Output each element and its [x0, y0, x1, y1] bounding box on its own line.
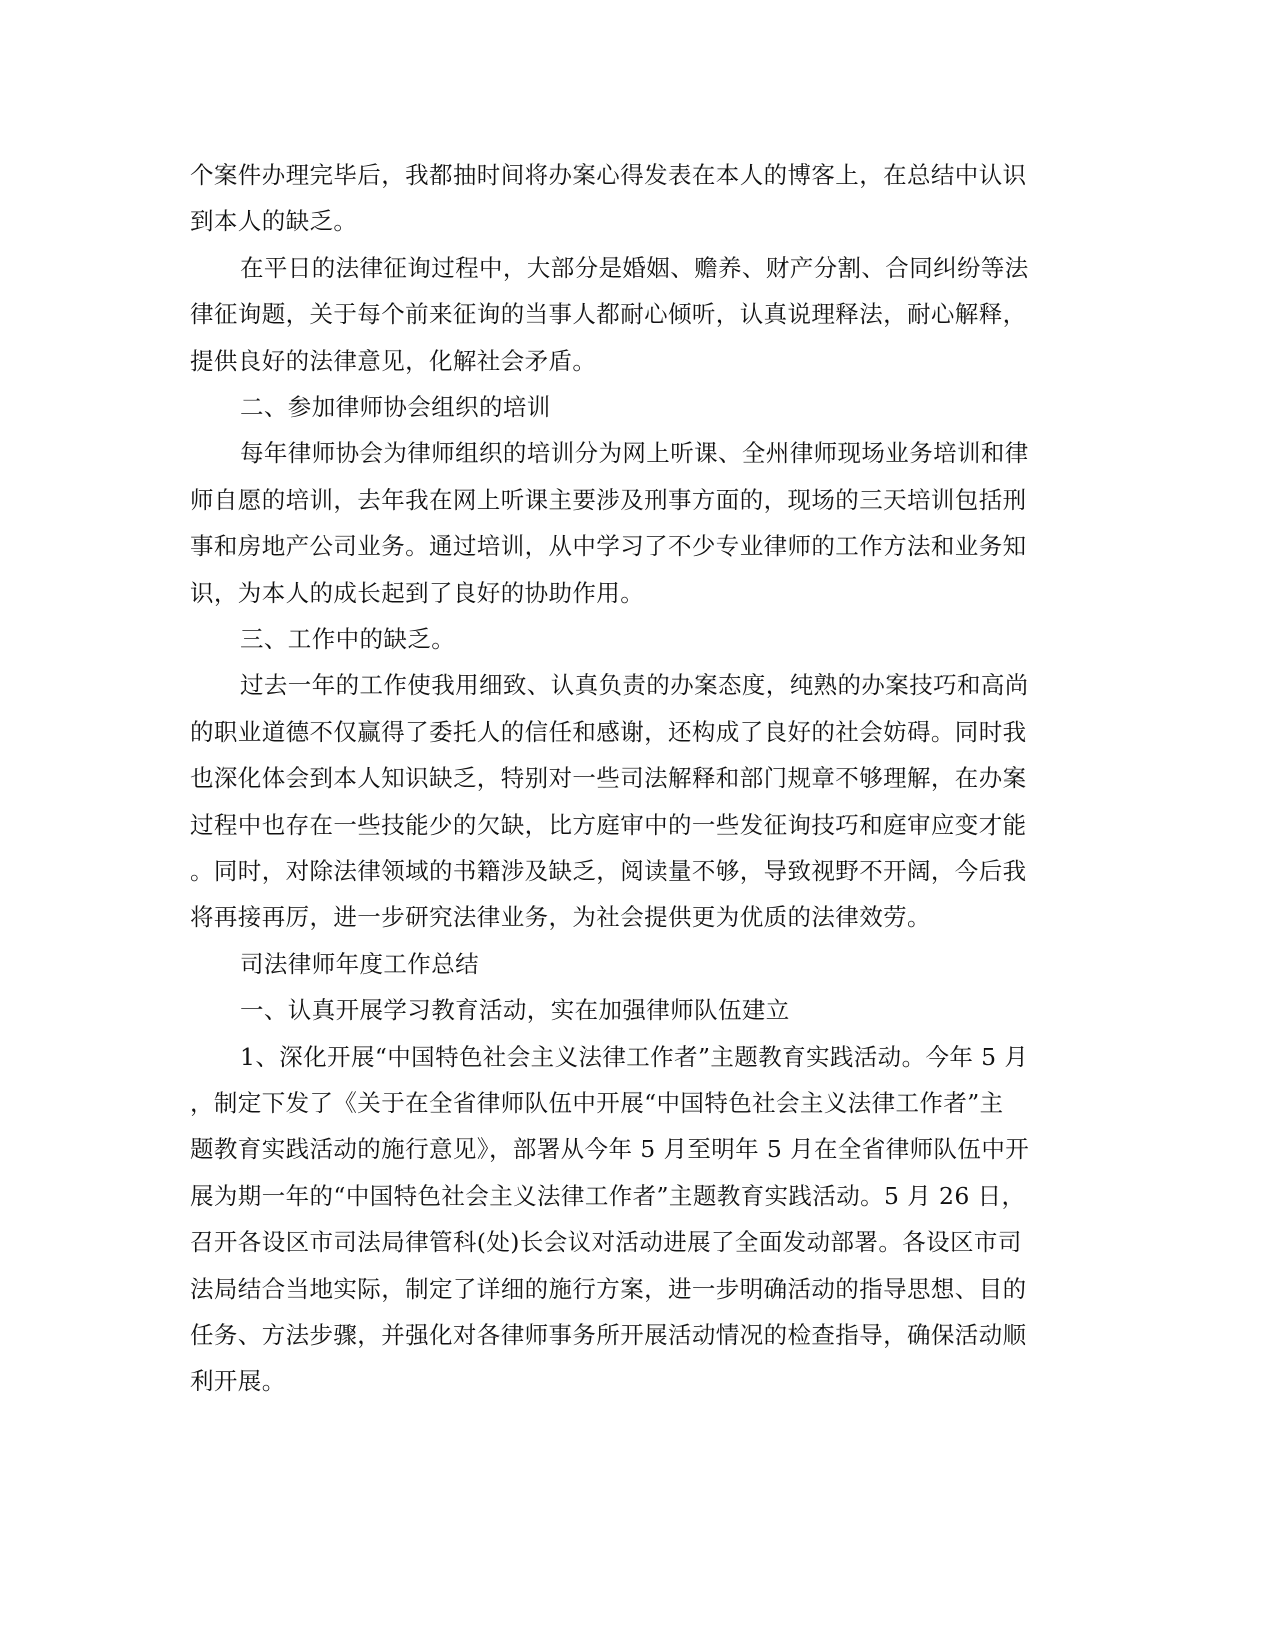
section-heading: 一、认真开展学习教育活动，实在加强律师队伍建立: [240, 996, 790, 1024]
text-line: 师自愿的培训，去年我在网上听课主要涉及刑事方面的，现场的三天培训包括刑: [190, 486, 1027, 514]
text-line: 律征询题，关于每个前来征询的当事人都耐心倾听，认真说理释法，耐心解释，: [190, 300, 1027, 328]
text-line: ，制定下发了《关于在全省律师队伍中开展“中国特色社会主义法律工作者”主: [190, 1089, 1004, 1117]
text-line: 过程中也存在一些技能少的欠缺，比方庭审中的一些发征询技巧和庭审应变才能: [190, 811, 1027, 839]
text-line: 事和房地产公司业务。通过培训，从中学习了不少专业律师的工作方法和业务知: [190, 532, 1027, 560]
text-line: 的职业道德不仅赢得了委托人的信任和感谢，还构成了良好的社会妨碍。同时我: [190, 718, 1027, 746]
text-line: 任务、方法步骤，并强化对各律师事务所开展活动情况的检查指导，确保活动顺: [190, 1321, 1027, 1349]
text-line: 利开展。: [190, 1367, 286, 1395]
paragraph-first-line: 1、深化开展“中国特色社会主义法律工作者”主题教育实践活动。今年 5 月: [240, 1043, 1029, 1071]
text-line: 题教育实践活动的施行意见》，部署从今年 5 月至明年 5 月在全省律师队伍中开: [190, 1135, 1030, 1163]
section-heading: 二、参加律师协会组织的培训: [240, 393, 551, 421]
text-line: 个案件办理完毕后，我都抽时间将办案心得发表在本人的博客上，在总结中认识: [190, 161, 1027, 189]
section-heading: 三、工作中的缺乏。: [240, 625, 456, 653]
text-line: 召开各设区市司法局律管科(处)长会议对活动进展了全面发动部署。各设区市司: [190, 1228, 1022, 1256]
paragraph-first-line: 过去一年的工作使我用细致、认真负责的办案态度，纯熟的办案技巧和高尚: [240, 671, 1029, 699]
paragraph-first-line: 每年律师协会为律师组织的培训分为网上听课、全州律师现场业务培训和律: [240, 439, 1029, 467]
text-line: 识，为本人的成长起到了良好的协助作用。: [190, 579, 645, 607]
text-line: 法局结合当地实际，制定了详细的施行方案，进一步明确活动的指导思想、目的: [190, 1275, 1027, 1303]
text-line: 到本人的缺乏。: [190, 207, 358, 235]
text-line: 也深化体会到本人知识缺乏，特别对一些司法解释和部门规章不够理解，在办案: [190, 764, 1027, 792]
text-line: 将再接再厉，进一步研究法律业务，为社会提供更为优质的法律效劳。: [190, 903, 931, 931]
paragraph-first-line: 在平日的法律征询过程中，大部分是婚姻、赡养、财产分割、合同纠纷等法: [240, 254, 1029, 282]
text-line: 。同时，对除法律领域的书籍涉及缺乏，阅读量不够，导致视野不开阔，今后我: [190, 857, 1027, 885]
text-line: 展为期一年的“中国特色社会主义法律工作者”主题教育实践活动。5 月 26 日，: [190, 1182, 1026, 1210]
document-title: 司法律师年度工作总结: [240, 950, 479, 978]
text-line: 提供良好的法律意见，化解社会矛盾。: [190, 347, 597, 375]
